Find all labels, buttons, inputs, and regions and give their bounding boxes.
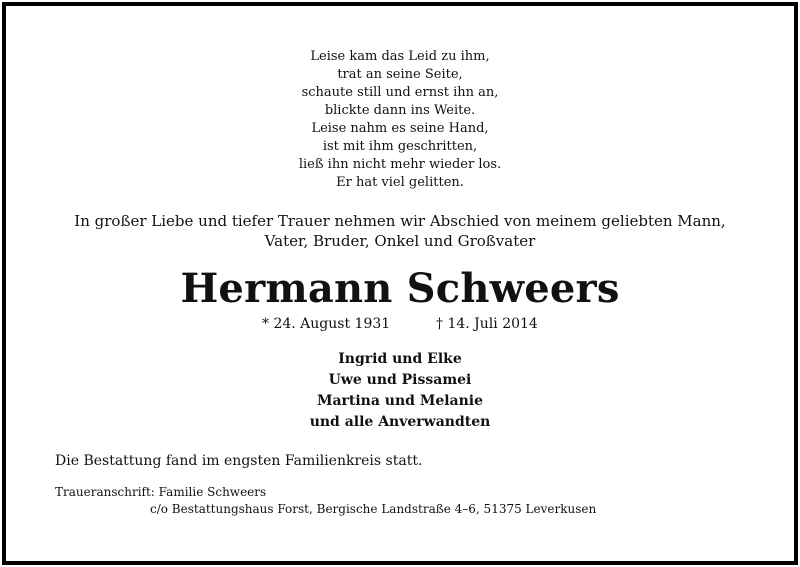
mourner: Martina und Melanie [316,393,484,409]
poem [0,48,800,192]
poem-line: Leise nahm es seine Hand, [311,121,489,136]
mourners-list [0,349,800,433]
address-line: c/o Bestattungshaus Forst, Bergische Landstraße 4–6, 51375 Leverkusen [150,502,597,516]
mourner: Uwe und Pissamei [328,372,472,388]
intro-line: In großer Liebe und tiefer Trauer nehmen wir Abschied von meinem geliebten Mann, [74,212,726,230]
intro-line: Vater, Bruder, Onkel und Großvater [264,232,536,250]
birth-date: * 24. August 1931 [262,316,391,332]
deceased-name: Hermann Schweers [180,265,620,312]
poem-line: ist mit ihm geschritten, [322,139,478,154]
burial-note: Die Bestattung fand im engsten Familienkreis statt. [55,453,423,469]
poem-line: Er hat viel gelitten. [336,175,464,190]
poem-line: schaute still und ernst ihn an, [301,85,499,100]
death-date: † 14. Juli 2014 [436,316,538,332]
poem-line: blickte dann ins Weite. [324,103,476,118]
intro-text [0,211,800,251]
address-label: Traueranschrift: Familie Schweers [55,485,267,499]
mourner: und alle Anverwandten [309,414,491,430]
poem-line: ließ ihn nicht mehr wieder los. [298,157,502,172]
poem-line: Leise kam das Leid zu ihm, [310,49,490,64]
poem-line: trat an seine Seite, [337,67,463,82]
mourner: Ingrid und Elke [338,351,462,367]
